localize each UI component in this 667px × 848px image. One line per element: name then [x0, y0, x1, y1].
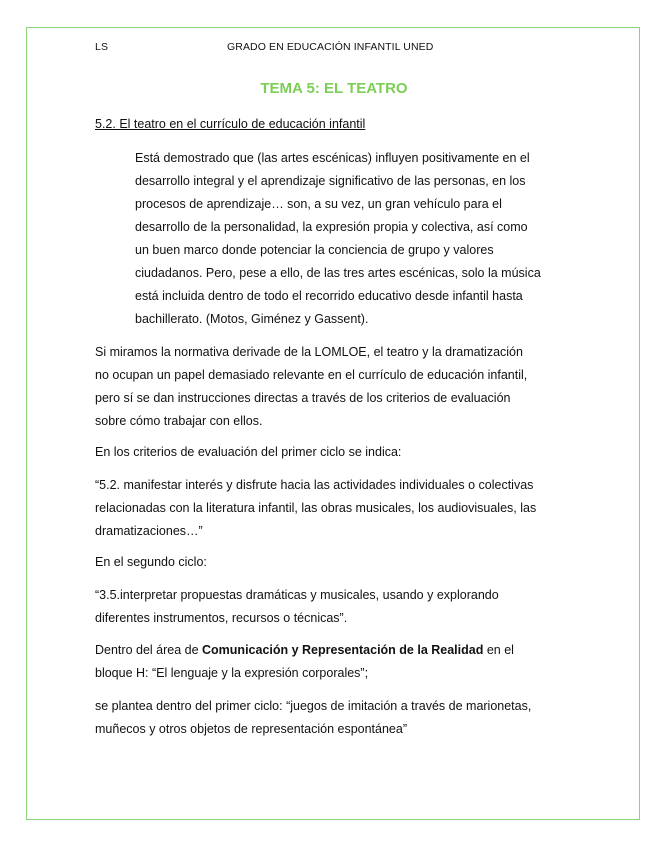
- quote-line: un buen marco donde potenciar la conciencia de grupo y valores: [135, 243, 494, 257]
- paragraph-line: bloque H: “El lenguaje y la expresión corporales”;: [95, 666, 369, 680]
- paragraph-line: En el segundo ciclo:: [95, 555, 207, 569]
- paragraph-text: Dentro del área de: [95, 643, 203, 657]
- paragraph-line: se plantea dentro del primer ciclo: “juegos de imitación a través de marionetas,: [95, 699, 532, 713]
- paragraph-line: En los criterios de evaluación del primer ciclo se indica:: [95, 445, 402, 459]
- paragraph-line: sobre cómo trabajar con ellos.: [95, 414, 263, 428]
- quote-line: procesos de aprendizaje… son, a su vez, un gran vehículo para el: [135, 197, 502, 211]
- paragraph-line: “5.2. manifestar interés y disfrute hacia las actividades individuales o colectivas: [95, 478, 534, 492]
- area-name-bold: Comunicación y Representación de la Realidad: [202, 643, 484, 657]
- paragraph-line: no ocupan un papel demasiado relevante en el currículo de educación infantil,: [95, 368, 528, 382]
- paragraph-line: “3.5.interpretar propuestas dramáticas y musicales, usando y explorando: [95, 588, 499, 602]
- header-initials: LS: [95, 41, 109, 53]
- header-course: GRADO EN EDUCACIÓN INFANTIL UNED: [227, 41, 434, 53]
- paragraph-line: muñecos y otros objetos de representación espontánea”: [95, 722, 407, 736]
- page-title: TEMA 5: EL TEATRO: [260, 80, 408, 97]
- paragraph-line: [95, 643, 514, 657]
- section-heading: 5.2. El teatro en el currículo de educación infantil: [95, 117, 366, 131]
- paragraph-line: diferentes instrumentos, recursos o técnicas”.: [95, 611, 348, 625]
- paragraph-line: dramatizaciones…”: [95, 524, 203, 538]
- quote-line: Está demostrado que (las artes escénicas) influyen positivamente en el: [135, 151, 530, 165]
- document-page: [26, 27, 640, 820]
- paragraph-line: Si miramos la normativa derivade de la LOMLOE, el teatro y la dramatización: [95, 345, 523, 359]
- quote-line: ciudadanos. Pero, pese a ello, de las tres artes escénicas, solo la música: [135, 266, 541, 280]
- paragraph-text: en el: [483, 643, 514, 657]
- paragraph-line: relacionadas con la literatura infantil, las obras musicales, los audiovisuales, las: [95, 501, 537, 515]
- quote-line: está incluida dentro de todo el recorrido educativo desde infantil hasta: [135, 289, 523, 303]
- quote-line: desarrollo de la personalidad, la expresión propia y colectiva, así como: [135, 220, 528, 234]
- quote-line: bachillerato. (Motos, Giménez y Gassent).: [135, 312, 369, 326]
- quote-line: desarrollo integral y el aprendizaje significativo de las personas, en los: [135, 174, 526, 188]
- paragraph-line: pero sí se dan instrucciones directas a través de los criterios de evaluación: [95, 391, 511, 405]
